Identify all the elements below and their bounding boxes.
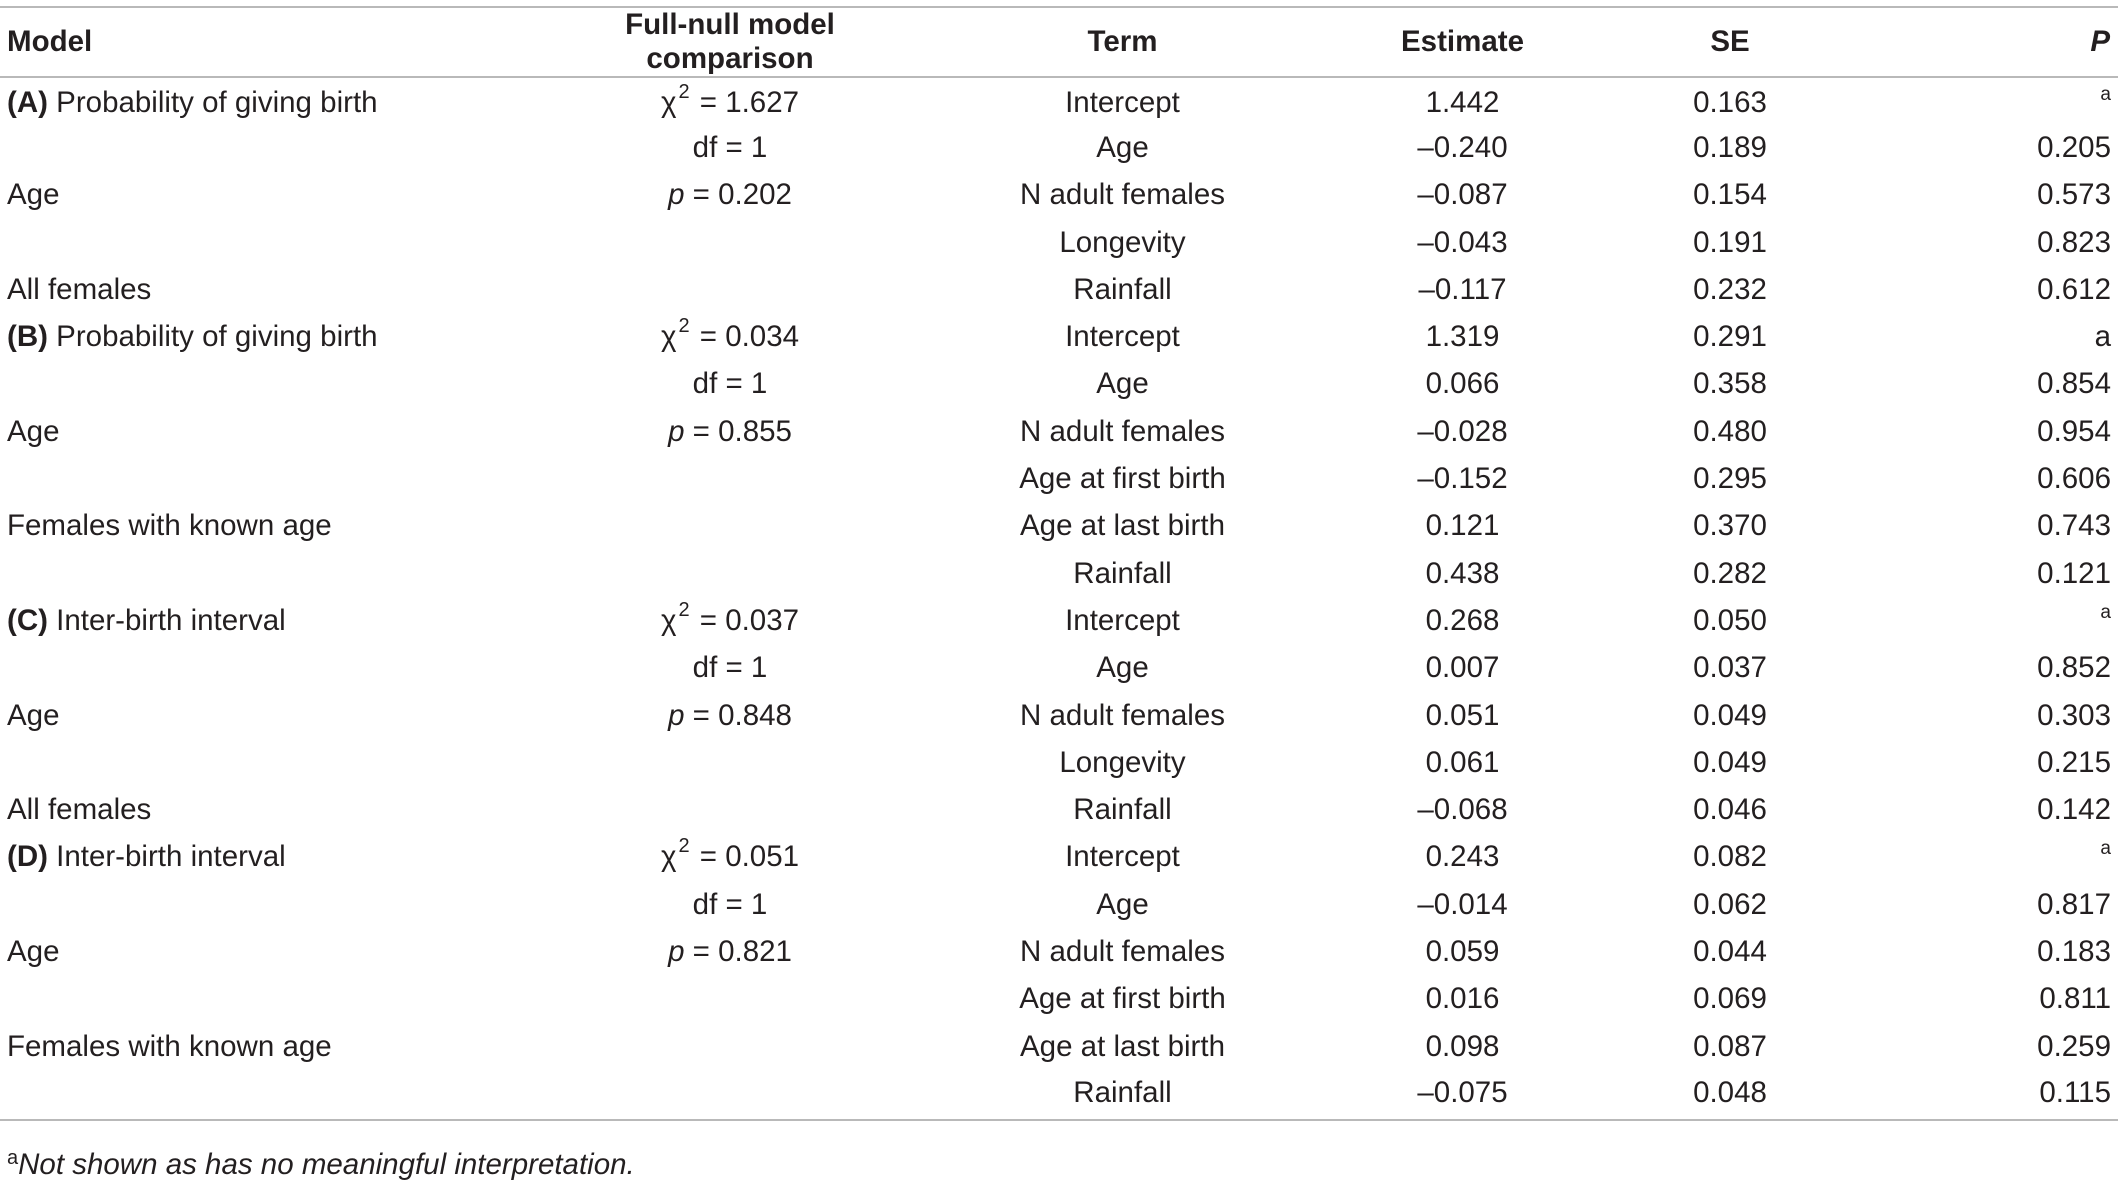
estimate-cell: 0.121 <box>1425 509 1500 543</box>
comparison-cell <box>555 503 905 550</box>
p-value: 0.183 <box>2037 934 2111 968</box>
term-cell: N adult females <box>1020 934 1225 968</box>
term-cell: Rainfall <box>1073 556 1172 590</box>
table-row <box>0 1070 2118 1120</box>
p-value: 0.115 <box>2039 1076 2111 1110</box>
p-cell <box>1875 219 2118 266</box>
model-cell <box>0 77 555 124</box>
table-row <box>0 124 2118 171</box>
se-cell: 0.082 <box>1693 840 1767 874</box>
p-cell <box>1875 597 2118 644</box>
se-cell: 0.295 <box>1693 462 1767 496</box>
term-cell: N adult females <box>1020 414 1225 448</box>
se-cell: 0.480 <box>1693 414 1767 448</box>
model-text: Inter-birth interval <box>56 840 286 874</box>
comparison-value: = 0.034 <box>691 320 800 354</box>
model-cell <box>0 124 555 171</box>
p-cell <box>1875 928 2118 975</box>
table-row <box>0 597 2118 644</box>
p-value: a <box>2094 320 2111 354</box>
comparison-cell <box>555 834 905 881</box>
comparison-cell <box>555 597 905 644</box>
p-value: 0.573 <box>2037 178 2111 212</box>
model-cell <box>0 597 555 644</box>
comparison-symbol: χ <box>660 603 677 637</box>
model-cell <box>0 645 555 692</box>
p-value: 0.852 <box>2037 651 2111 685</box>
model-label: (B) <box>7 320 48 354</box>
model-cell <box>0 361 555 408</box>
model-text: Females with known age <box>7 509 332 543</box>
p-value: 0.854 <box>2037 367 2111 401</box>
se-cell: 0.232 <box>1693 272 1767 306</box>
table-row <box>0 219 2118 266</box>
p-cell <box>1875 550 2118 597</box>
comparison-cell <box>555 408 905 455</box>
comparison-value: = 1.627 <box>691 86 800 120</box>
term-cell: Rainfall <box>1073 272 1172 306</box>
term-cell: Age at first birth <box>1019 462 1226 496</box>
p-cell <box>1875 503 2118 550</box>
p-value: 0.823 <box>2037 225 2111 259</box>
term-cell: Intercept <box>1065 603 1180 637</box>
comparison-superscript: 2 <box>678 81 690 104</box>
model-cell <box>0 550 555 597</box>
header-term: Term <box>905 7 1340 77</box>
p-value: 0.811 <box>2039 982 2111 1016</box>
table-row <box>0 645 2118 692</box>
p-value: 0.121 <box>2037 556 2111 590</box>
model-cell <box>0 692 555 739</box>
term-cell: Age <box>1096 130 1149 164</box>
estimate-cell: –0.152 <box>1417 462 1508 496</box>
table-header-row <box>0 7 2118 77</box>
p-cell <box>1875 834 2118 881</box>
comparison-cell <box>555 266 905 313</box>
table-row <box>0 1023 2118 1070</box>
term-cell: Age at last birth <box>1020 1029 1225 1063</box>
model-text: Age <box>7 178 60 212</box>
estimate-cell: –0.068 <box>1417 793 1508 827</box>
table-row <box>0 455 2118 502</box>
estimate-cell: 0.268 <box>1425 603 1500 637</box>
table-row <box>0 739 2118 786</box>
p-value: 0.215 <box>2037 745 2111 779</box>
comparison-symbol: χ <box>660 840 677 874</box>
se-cell: 0.048 <box>1585 1070 1875 1120</box>
table-row <box>0 692 2118 739</box>
term-cell: Intercept <box>1065 840 1180 874</box>
table-row <box>0 77 2118 124</box>
model-label: (D) <box>7 840 48 874</box>
comparison-cell <box>555 786 905 833</box>
table-row <box>0 928 2118 975</box>
p-value: 0.743 <box>2037 509 2111 543</box>
estimate-cell: 0.051 <box>1425 698 1500 732</box>
p-cell <box>1875 455 2118 502</box>
comparison-cell <box>555 976 905 1023</box>
table-row <box>0 834 2118 881</box>
table-row <box>0 313 2118 360</box>
estimate-cell: –0.240 <box>1417 130 1508 164</box>
model-cell <box>0 881 555 928</box>
model-label: (C) <box>7 603 48 637</box>
comparison-cell <box>555 645 905 692</box>
comparison-cell <box>555 928 905 975</box>
p-value: a <box>2100 84 2111 106</box>
comparison-superscript: 2 <box>678 835 690 858</box>
model-text: Age <box>7 414 60 448</box>
p-cell <box>1875 645 2118 692</box>
table-body <box>0 77 2118 1120</box>
term-cell: Intercept <box>1065 320 1180 354</box>
se-cell: 0.282 <box>1693 556 1767 590</box>
comparison-cell <box>555 361 905 408</box>
comparison-symbol: df = 1 <box>692 367 768 401</box>
p-cell <box>1875 408 2118 455</box>
table-row <box>0 361 2118 408</box>
table-footnote <box>7 1148 635 1182</box>
estimate-cell: 0.007 <box>1425 651 1500 685</box>
model-cell <box>0 976 555 1023</box>
p-cell <box>1875 124 2118 171</box>
comparison-symbol: df = 1 <box>692 887 768 921</box>
comparison-symbol: p <box>668 698 685 732</box>
comparison-value: = 0.855 <box>684 414 792 448</box>
model-cell <box>0 219 555 266</box>
comparison-cell <box>555 313 905 360</box>
estimate-cell: 0.059 <box>1425 934 1500 968</box>
header-se: SE <box>1585 7 1875 77</box>
p-cell <box>1875 266 2118 313</box>
model-cell <box>0 1070 555 1120</box>
table-row <box>0 786 2118 833</box>
comparison-cell <box>555 1023 905 1070</box>
term-cell: Age at last birth <box>1020 509 1225 543</box>
estimate-cell: –0.043 <box>1417 225 1508 259</box>
comparison-cell <box>555 219 905 266</box>
p-value: 0.303 <box>2037 698 2111 732</box>
table-row <box>0 976 2118 1023</box>
se-cell: 0.358 <box>1693 367 1767 401</box>
p-cell <box>1875 77 2118 124</box>
p-cell <box>1875 881 2118 928</box>
se-cell: 0.046 <box>1693 793 1767 827</box>
comparison-symbol: p <box>668 414 685 448</box>
p-value: a <box>2100 838 2111 860</box>
se-cell: 0.370 <box>1693 509 1767 543</box>
model-cell <box>0 172 555 219</box>
estimate-cell: –0.087 <box>1417 178 1508 212</box>
estimate-cell: –0.014 <box>1417 887 1508 921</box>
model-text: Age <box>7 698 60 732</box>
comparison-cell <box>555 1070 905 1120</box>
model-cell <box>0 786 555 833</box>
estimate-cell: 0.066 <box>1425 367 1500 401</box>
comparison-superscript: 2 <box>678 315 690 338</box>
comparison-cell <box>555 739 905 786</box>
model-text: Probability of giving birth <box>56 320 378 354</box>
se-cell: 0.163 <box>1693 86 1767 120</box>
comparison-superscript: 2 <box>678 598 690 621</box>
model-cell <box>0 408 555 455</box>
se-cell: 0.069 <box>1693 982 1767 1016</box>
se-cell: 0.189 <box>1693 130 1767 164</box>
comparison-symbol: p <box>668 934 685 968</box>
comparison-cell <box>555 124 905 171</box>
term-cell: Age <box>1096 367 1149 401</box>
footnote-mark: a <box>7 1147 19 1169</box>
model-cell <box>0 1023 555 1070</box>
comparison-cell <box>555 550 905 597</box>
model-cell <box>0 834 555 881</box>
p-cell <box>1875 976 2118 1023</box>
model-text: All females <box>7 272 152 306</box>
header-p: P <box>1875 7 2118 77</box>
se-cell: 0.191 <box>1693 225 1767 259</box>
term-cell: N adult females <box>1020 178 1225 212</box>
comparison-symbol: χ <box>660 86 677 120</box>
comparison-symbol: df = 1 <box>692 130 768 164</box>
se-cell: 0.050 <box>1693 603 1767 637</box>
model-text: Females with known age <box>7 1029 332 1063</box>
table-row <box>0 408 2118 455</box>
estimate-cell: 0.098 <box>1425 1029 1500 1063</box>
p-value: 0.259 <box>2037 1029 2111 1063</box>
comparison-cell <box>555 455 905 502</box>
comparison-symbol: df = 1 <box>692 651 768 685</box>
comparison-symbol: χ <box>660 320 677 354</box>
term-cell: N adult females <box>1020 698 1225 732</box>
se-cell: 0.044 <box>1693 934 1767 968</box>
p-value: 0.954 <box>2037 414 2111 448</box>
p-value: 0.205 <box>2037 130 2111 164</box>
comparison-cell <box>555 77 905 124</box>
estimate-cell: –0.117 <box>1418 272 1507 306</box>
model-cell <box>0 928 555 975</box>
table-row <box>0 503 2118 550</box>
comparison-cell <box>555 172 905 219</box>
model-label: (A) <box>7 86 48 120</box>
p-cell <box>1875 739 2118 786</box>
se-cell: 0.049 <box>1693 698 1767 732</box>
results-table <box>0 6 2118 1121</box>
se-cell: 0.037 <box>1693 651 1767 685</box>
p-value: 0.612 <box>2037 272 2111 306</box>
estimate-cell: –0.075 <box>1340 1070 1585 1120</box>
p-cell <box>1875 786 2118 833</box>
table-row <box>0 266 2118 313</box>
se-cell: 0.291 <box>1693 320 1767 354</box>
comparison-value: = 0.848 <box>684 698 792 732</box>
comparison-symbol: p <box>668 178 685 212</box>
table-row <box>0 550 2118 597</box>
model-cell <box>0 455 555 502</box>
term-cell: Age <box>1096 651 1149 685</box>
model-text: Probability of giving birth <box>56 86 378 120</box>
se-cell: 0.154 <box>1693 178 1767 212</box>
estimate-cell: 0.016 <box>1425 982 1500 1016</box>
comparison-value: = 0.821 <box>684 934 792 968</box>
p-cell <box>1875 1023 2118 1070</box>
model-cell <box>0 313 555 360</box>
model-text: All females <box>7 793 152 827</box>
comparison-value: = 0.202 <box>684 178 792 212</box>
comparison-cell <box>555 881 905 928</box>
model-cell <box>0 739 555 786</box>
header-comparison: Full-null model comparison <box>555 7 905 77</box>
term-cell: Rainfall <box>905 1070 1340 1120</box>
p-value: 0.817 <box>2037 887 2111 921</box>
model-cell <box>0 266 555 313</box>
estimate-cell: 1.319 <box>1425 320 1500 354</box>
estimate-cell: 0.243 <box>1425 840 1500 874</box>
table-row <box>0 172 2118 219</box>
estimate-cell: 1.442 <box>1425 86 1500 120</box>
se-cell: 0.087 <box>1693 1029 1767 1063</box>
model-text: Age <box>7 934 60 968</box>
term-cell: Age at first birth <box>1019 982 1226 1016</box>
se-cell: 0.049 <box>1693 745 1767 779</box>
estimate-cell: 0.438 <box>1425 556 1500 590</box>
term-cell: Age <box>1096 887 1149 921</box>
header-estimate: Estimate <box>1340 7 1585 77</box>
p-cell <box>1875 313 2118 360</box>
term-cell: Longevity <box>1059 745 1186 779</box>
p-value: a <box>2100 601 2111 623</box>
estimate-cell: 0.061 <box>1425 745 1500 779</box>
p-cell <box>1875 172 2118 219</box>
header-model: Model <box>0 7 555 77</box>
term-cell: Longevity <box>1059 225 1186 259</box>
footnote-text: Not shown as has no meaningful interpretation. <box>18 1148 635 1181</box>
comparison-value: = 0.037 <box>691 603 800 637</box>
model-text: Inter-birth interval <box>56 603 286 637</box>
term-cell: Intercept <box>1065 86 1180 120</box>
p-cell <box>1875 1070 2118 1120</box>
comparison-value: = 0.051 <box>691 840 800 874</box>
p-value: 0.142 <box>2037 793 2111 827</box>
comparison-cell <box>555 692 905 739</box>
se-cell: 0.062 <box>1693 887 1767 921</box>
p-cell <box>1875 361 2118 408</box>
model-cell <box>0 503 555 550</box>
p-cell <box>1875 692 2118 739</box>
p-value: 0.606 <box>2037 462 2111 496</box>
term-cell: Rainfall <box>1073 793 1172 827</box>
estimate-cell: –0.028 <box>1417 414 1508 448</box>
table-row <box>0 881 2118 928</box>
